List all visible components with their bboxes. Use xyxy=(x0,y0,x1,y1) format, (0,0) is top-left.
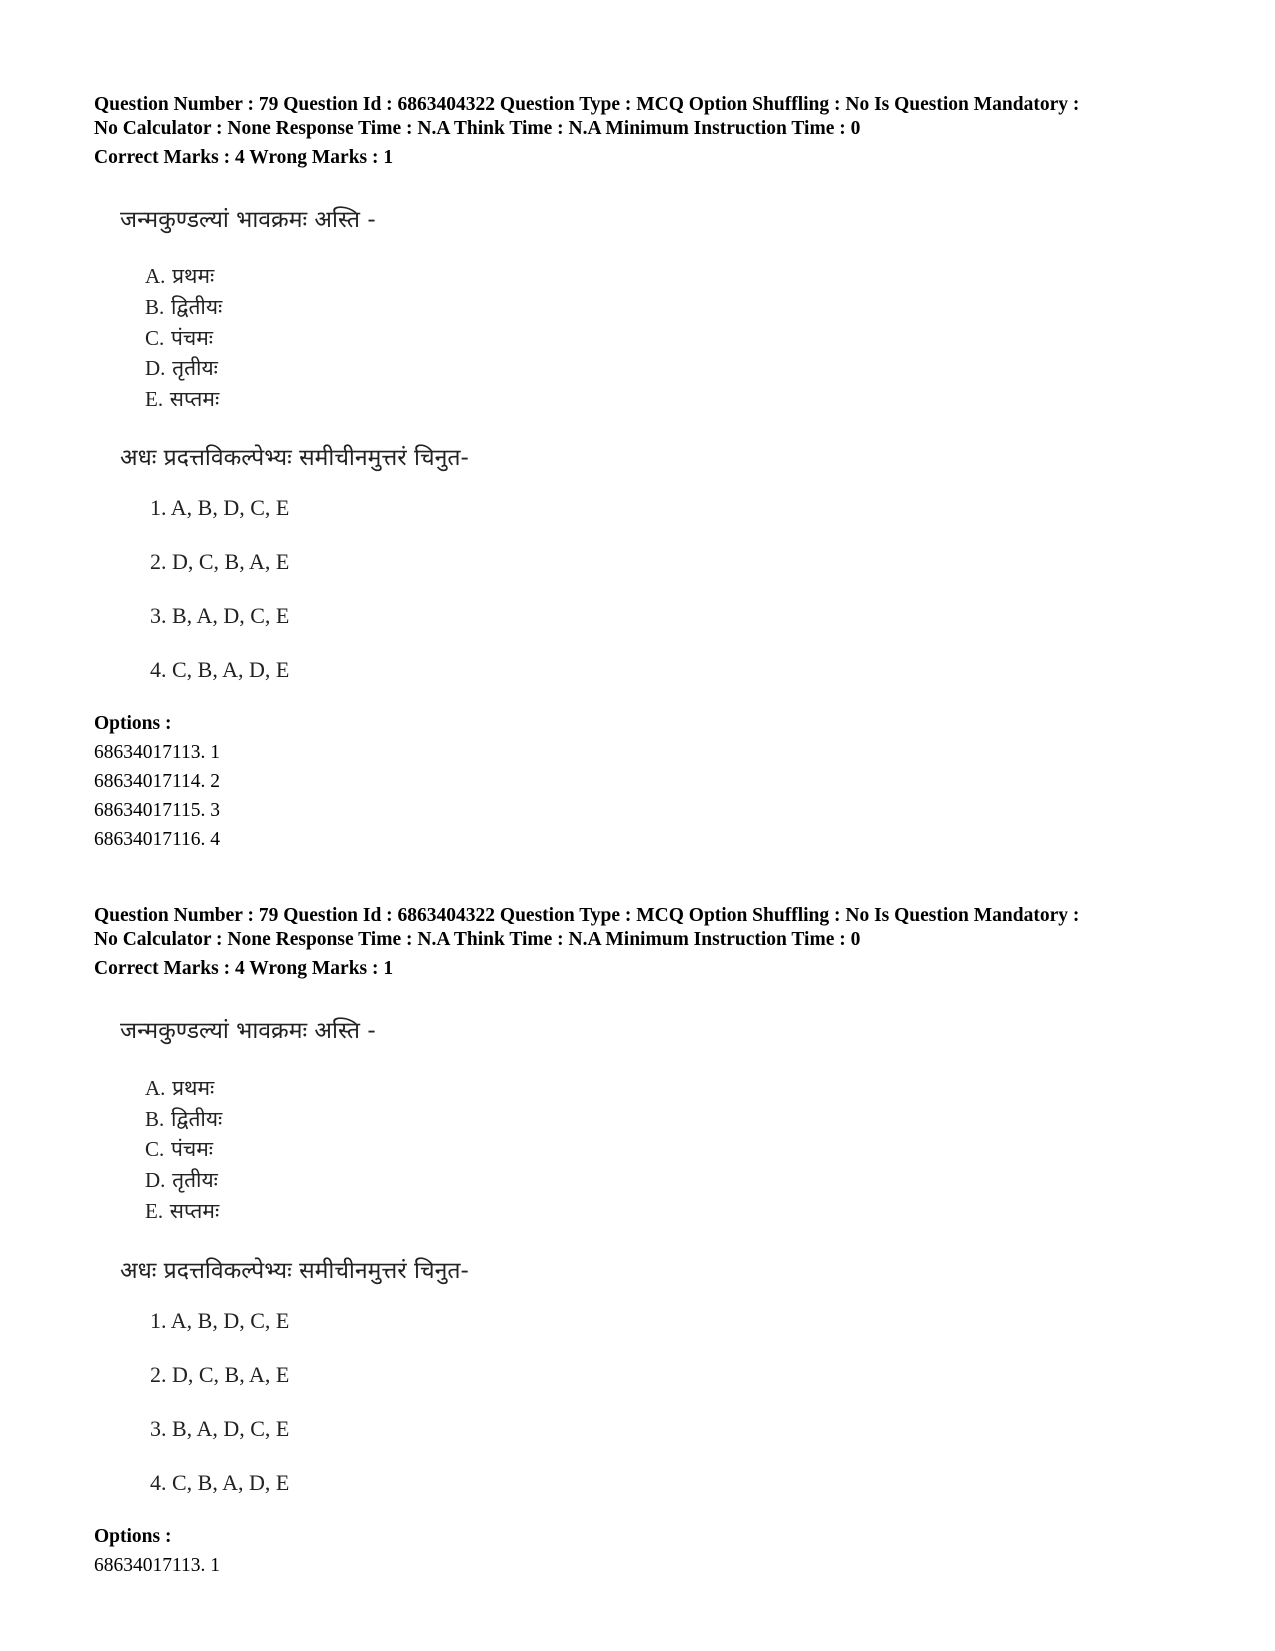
question-stem: जन्मकुण्डल्यां भावक्रमः अस्ति - xyxy=(120,207,376,233)
answer-choice: 3. B, A, D, C, E xyxy=(150,603,290,628)
list-item xyxy=(145,354,218,382)
option-row: 68634017113. 1 xyxy=(94,1555,221,1576)
item-label: D. xyxy=(145,356,166,380)
options-heading: Options : xyxy=(94,713,172,734)
marks-info: Correct Marks : 4 Wrong Marks : 1 xyxy=(94,147,394,168)
option-row: 68634017114. 2 xyxy=(94,771,221,792)
item-label: D. xyxy=(145,1168,166,1192)
answer-choice: 4. C, B, A, D, E xyxy=(150,1470,290,1495)
item-text: तृतीयः xyxy=(172,356,218,380)
item-text: द्वितीयः xyxy=(170,1107,223,1131)
question-stem: जन्मकुण्डल्यां भावक्रमः अस्ति - xyxy=(120,1018,376,1044)
question-meta-line-2: No Calculator : None Response Time : N.A Think Time : N.A Minimum Instruction Time : 0 xyxy=(94,118,861,139)
marks-info: Correct Marks : 4 Wrong Marks : 1 xyxy=(94,958,394,979)
item-label: A. xyxy=(145,1076,166,1100)
option-row: 68634017116. 4 xyxy=(94,829,221,850)
list-item xyxy=(145,1166,218,1194)
question-instruction: अधः प्रदत्तविकल्पेभ्यः समीचीनमुत्तरं चिनुत- xyxy=(120,1258,469,1284)
list-item xyxy=(145,385,219,413)
item-label: E. xyxy=(145,387,164,411)
item-label: B. xyxy=(145,1107,165,1131)
item-label: C. xyxy=(145,326,165,350)
item-label: B. xyxy=(145,295,165,319)
item-text: सप्तमः xyxy=(169,387,220,411)
item-text: प्रथमः xyxy=(172,264,215,288)
item-text: पंचमः xyxy=(170,326,214,350)
answer-choice: 3. B, A, D, C, E xyxy=(150,1416,290,1441)
question-meta-line-1: Question Number : 79 Question Id : 6863404322 Question Type : MCQ Option Shuffling : No Is Question Mandatory : xyxy=(94,94,1080,115)
answer-choice: 2. D, C, B, A, E xyxy=(150,549,290,574)
question-instruction: अधः प्रदत्तविकल्पेभ्यः समीचीनमुत्तरं चिनुत- xyxy=(120,445,469,471)
list-item xyxy=(145,262,214,290)
list-item xyxy=(145,1197,219,1225)
option-row: 68634017115. 3 xyxy=(94,800,221,821)
item-text: सप्तमः xyxy=(169,1199,220,1223)
question-meta-line-2: No Calculator : None Response Time : N.A Think Time : N.A Minimum Instruction Time : 0 xyxy=(94,929,861,950)
answer-choice: 1. A, B, D, C, E xyxy=(150,495,290,520)
option-row: 68634017113. 1 xyxy=(94,742,221,763)
question-meta-line-1: Question Number : 79 Question Id : 6863404322 Question Type : MCQ Option Shuffling : No Is Question Mandatory : xyxy=(94,905,1080,926)
list-item xyxy=(145,1074,214,1102)
options-heading: Options : xyxy=(94,1526,172,1547)
item-label: C. xyxy=(145,1137,165,1161)
answer-choice: 4. C, B, A, D, E xyxy=(150,657,290,682)
item-text: द्वितीयः xyxy=(170,295,223,319)
answer-choice: 2. D, C, B, A, E xyxy=(150,1362,290,1387)
item-label: A. xyxy=(145,264,166,288)
item-text: तृतीयः xyxy=(172,1168,218,1192)
item-label: E. xyxy=(145,1199,164,1223)
item-text: पंचमः xyxy=(170,1137,214,1161)
item-text: प्रथमः xyxy=(172,1076,215,1100)
answer-choice: 1. A, B, D, C, E xyxy=(150,1308,290,1333)
list-item xyxy=(145,293,222,321)
list-item xyxy=(145,324,213,352)
list-item xyxy=(145,1105,222,1133)
list-item xyxy=(145,1135,213,1163)
